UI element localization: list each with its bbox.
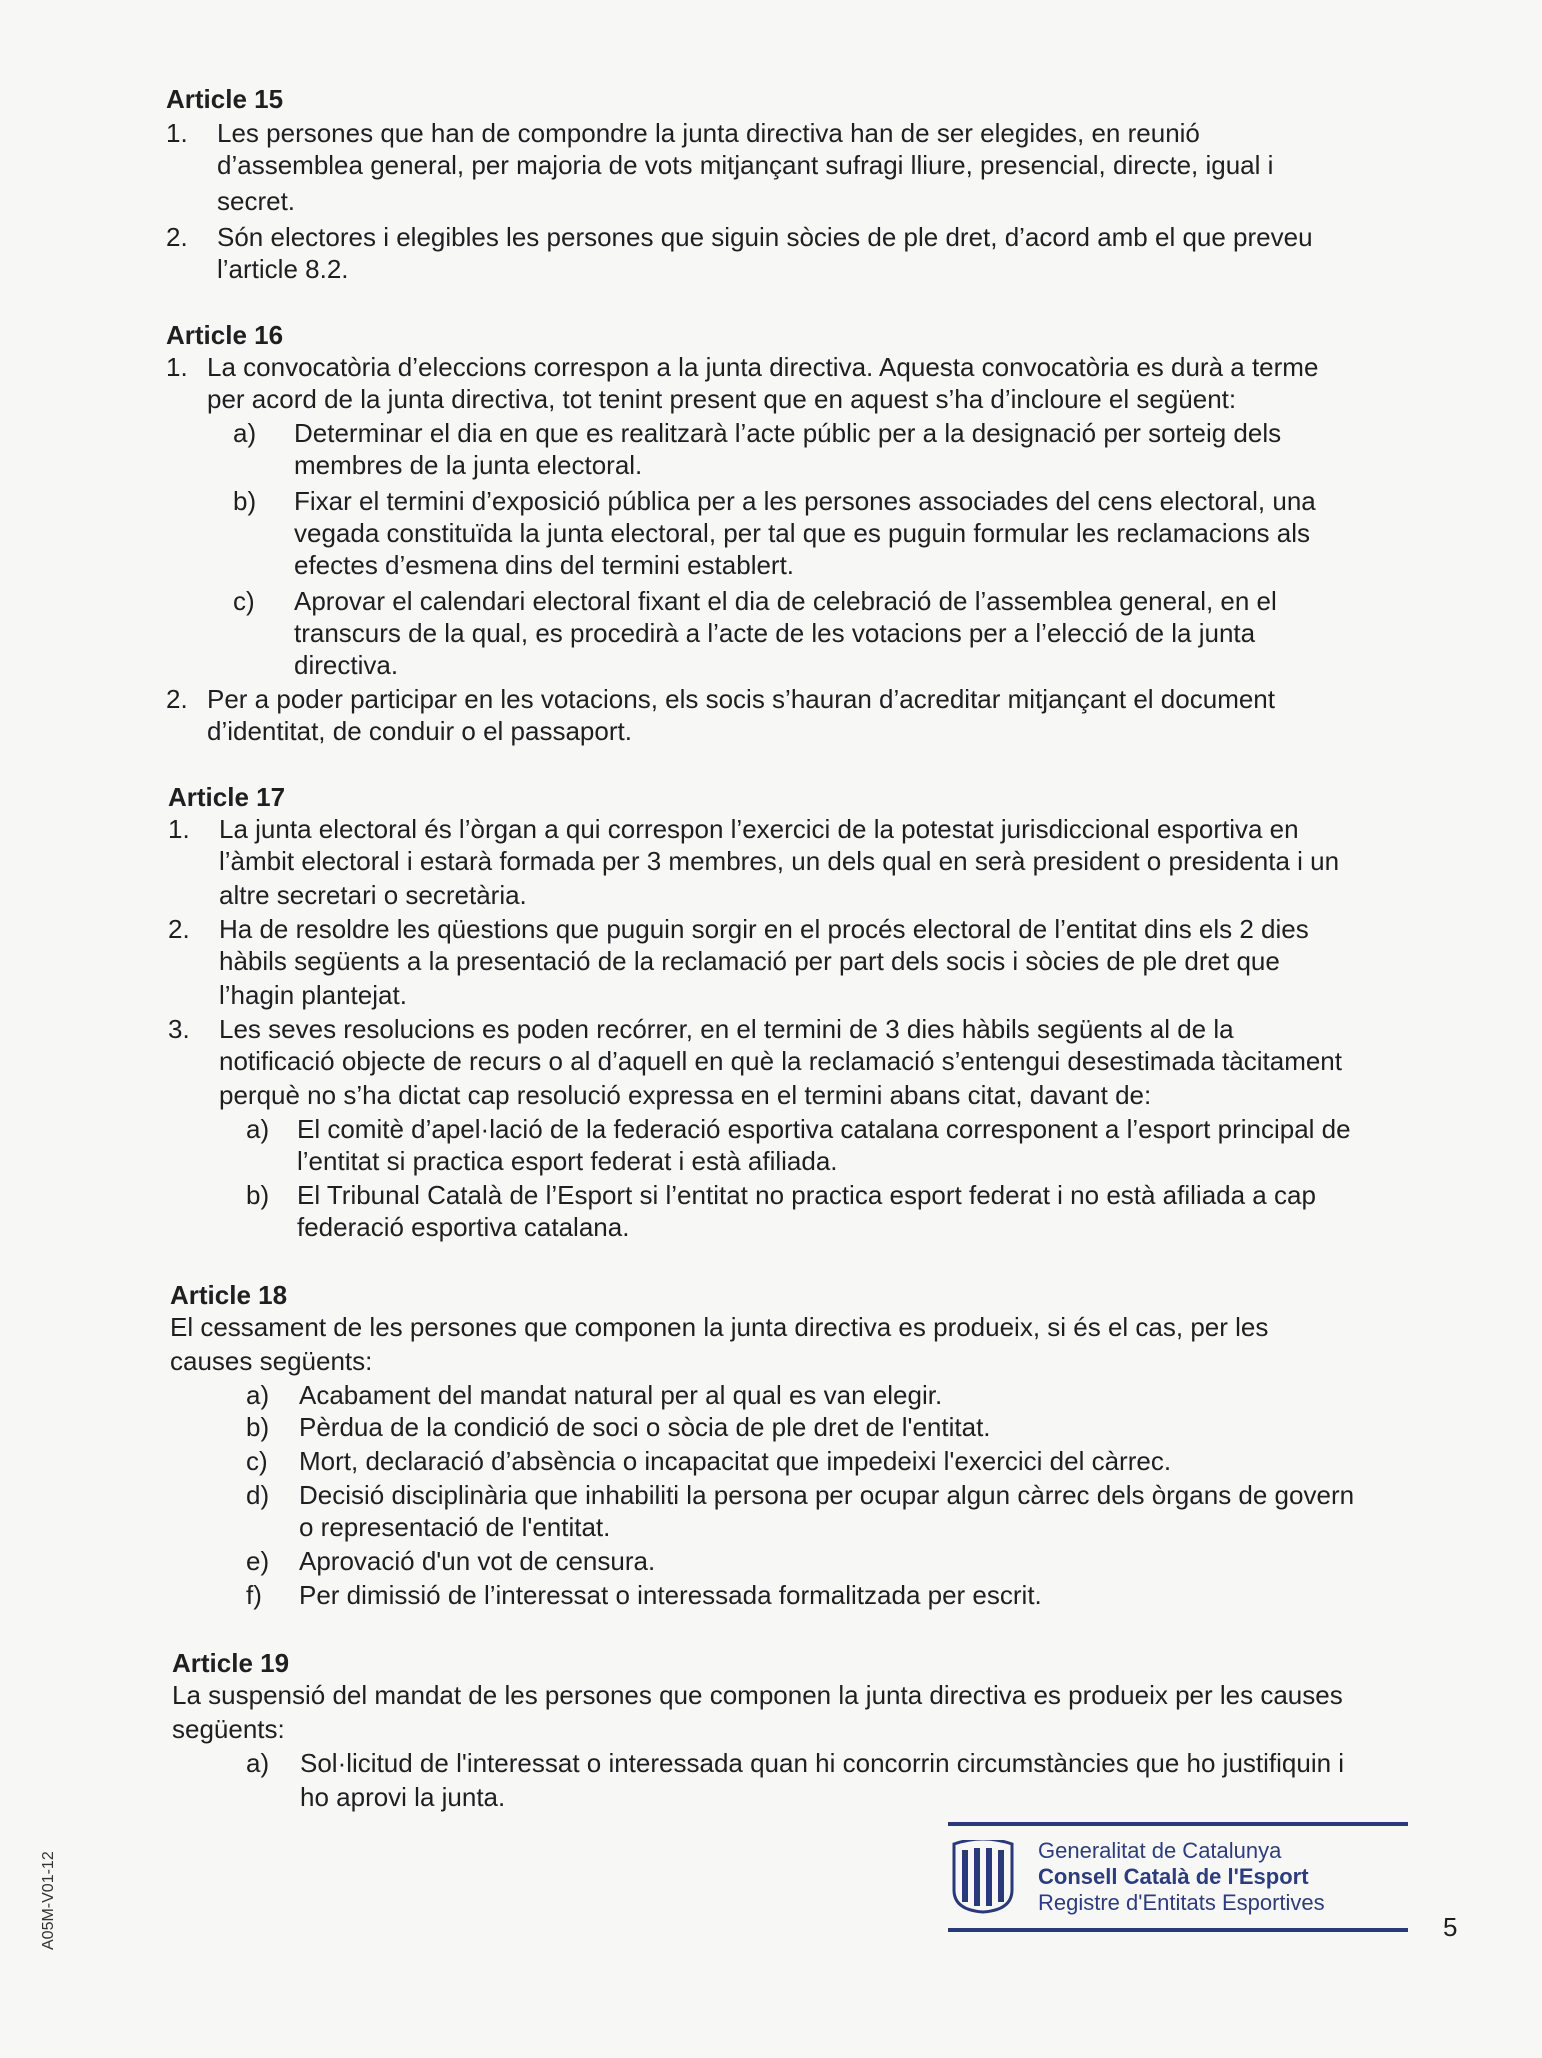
item-marker: 1.	[168, 814, 190, 844]
item-text-line: federació esportiva catalana.	[297, 1212, 630, 1242]
item-text-line: El Tribunal Català de l’Esport si l’entitat no practica esport federat i no està afiliada a cap	[297, 1180, 1316, 1210]
item-marker: a)	[246, 1114, 270, 1144]
item-text-line: El comitè d’apel·lació de la federació esportiva catalana corresponent a l’esport principal de	[297, 1114, 1351, 1144]
article-16-title: Article 16	[166, 320, 284, 350]
item-marker: 1.	[166, 118, 188, 148]
item-marker: 3.	[168, 1014, 190, 1044]
generalitat-logo-icon	[950, 1840, 1016, 1914]
stamp-rule	[948, 1822, 1408, 1826]
item-text-line: l’article 8.2.	[217, 254, 349, 284]
item-text-line: Aprovació d'un vot de censura.	[299, 1546, 656, 1576]
item-marker: b)	[246, 1180, 270, 1210]
item-marker: a)	[246, 1748, 270, 1778]
item-marker: 1.	[166, 352, 188, 382]
item-text-line: secret.	[217, 186, 296, 216]
stamp-line-1: Generalitat de Catalunya	[1038, 1838, 1282, 1863]
item-text-line: ho aprovi la junta.	[300, 1782, 506, 1812]
intro-text-line: causes següents:	[170, 1346, 373, 1376]
item-marker: d)	[246, 1480, 270, 1510]
item-text-line: Aprovar el calendari electoral fixant el dia de celebració de l’assemblea general, en el	[294, 586, 1277, 616]
article-15-title: Article 15	[166, 84, 284, 114]
item-marker: 2.	[168, 914, 190, 944]
intro-text-line: La suspensió del mandat de les persones que componen la junta directiva es produeix per les causes	[172, 1680, 1343, 1710]
item-text-line: hàbils següents a la presentació de la reclamació per part dels socis i sòcies de ple dret que	[219, 946, 1280, 976]
item-text-line: l’entitat si practica esport federat i està afiliada.	[297, 1146, 838, 1176]
article-17-title: Article 17	[168, 782, 286, 812]
item-text-line: Fixar el termini d’exposició pública per a les persones associades del cens electoral, una	[294, 486, 1316, 516]
item-text-line: notificació objecte de recurs o al d’aquell en què la reclamació s’entengui desestimada tàcitament	[219, 1046, 1342, 1076]
item-marker: c)	[246, 1446, 268, 1476]
item-text-line: La convocatòria d’eleccions correspon a la junta directiva. Aquesta convocatòria es durà a terme	[207, 352, 1319, 382]
item-text-line: efectes d’esmena dins del termini establert.	[294, 550, 795, 580]
item-text-line: membres de la junta electoral.	[294, 450, 643, 480]
item-text-line: l’hagin plantejat.	[219, 980, 407, 1010]
item-text-line: l’àmbit electoral i estarà formada per 3 membres, un dels qual en serà president o presidenta i un	[219, 846, 1340, 876]
item-text-line: o representació de l'entitat.	[299, 1512, 611, 1542]
page-number: 5	[1443, 1912, 1458, 1942]
item-text-line: Decisió disciplinària que inhabiliti la persona per ocupar algun càrrec dels òrgans de govern	[299, 1480, 1355, 1510]
intro-text-line: El cessament de les persones que componen la junta directiva es produeix, si és el cas, per les	[170, 1312, 1269, 1342]
item-text-line: Ha de resoldre les qüestions que puguin sorgir en el procés electoral de l’entitat dins els 2 dies	[219, 914, 1309, 944]
item-text-line: Acabament del mandat natural per al qual es van elegir.	[299, 1380, 943, 1410]
stamp-line-2: Consell Català de l'Esport	[1038, 1864, 1309, 1889]
item-text-line: La junta electoral és l’òrgan a qui correspon l’exercici de la potestat jurisdiccional esportiva en	[219, 814, 1299, 844]
registry-stamp	[948, 1822, 1408, 1934]
item-text-line: Són electores i elegibles les persones que siguin sòcies de ple dret, d’acord amb el que preveu	[217, 222, 1313, 252]
item-text-line: Per dimissió de l’interessat o interessada formalitzada per escrit.	[299, 1580, 1042, 1610]
item-text-line: Mort, declaració d’absència o incapacitat que impedeixi l'exercici del càrrec.	[299, 1446, 1172, 1476]
item-text-line: per acord de la junta directiva, tot tenint present que en aquest s’ha d’incloure el següent:	[207, 384, 1237, 414]
item-text-line: Les persones que han de compondre la junta directiva han de ser elegides, en reunió	[217, 118, 1200, 148]
article-18-title: Article 18	[170, 1280, 288, 1310]
stamp-line-3: Registre d'Entitats Esportives	[1038, 1890, 1325, 1915]
item-marker: a)	[233, 418, 257, 448]
item-marker: a)	[246, 1380, 270, 1410]
item-text-line: d’identitat, de conduir o el passaport.	[207, 716, 632, 746]
item-marker: f)	[246, 1580, 262, 1610]
item-text-line: vegada constituïda la junta electoral, per tal que es puguin formular les reclamacions als	[294, 518, 1311, 548]
item-text-line: transcurs de la qual, es procedirà a l’acte de les votacions per a l’elecció de la junta	[294, 618, 1256, 648]
item-text-line: perquè no s’ha dictat cap resolució expressa en el termini abans citat, davant de:	[219, 1080, 1152, 1110]
item-marker: e)	[246, 1546, 270, 1576]
item-text-line: Determinar el dia en que es realitzarà l’acte públic per a la designació per sorteig dels	[294, 418, 1282, 448]
item-text-line: d’assemblea general, per majoria de vots mitjançant sufragi lliure, presencial, directe, igual i	[217, 150, 1274, 180]
stamp-rule	[948, 1928, 1408, 1932]
item-text-line: altre secretari o secretària.	[219, 880, 527, 910]
item-text-line: Sol·licitud de l'interessat o interessada quan hi concorrin circumstàncies que ho justifiquin i	[300, 1748, 1345, 1778]
item-text-line: Per a poder participar en les votacions, els socis s’hauran d’acreditar mitjançant el document	[207, 684, 1275, 714]
item-text-line: directiva.	[294, 650, 399, 680]
item-marker: c)	[233, 586, 255, 616]
item-marker: b)	[233, 486, 257, 516]
article-19-title: Article 19	[172, 1648, 290, 1678]
intro-text-line: següents:	[172, 1714, 285, 1744]
item-text-line: Pèrdua de la condició de soci o sòcia de ple dret de l'entitat.	[299, 1412, 991, 1442]
item-text-line: Les seves resolucions es poden recórrer, en el termini de 3 dies hàbils següents al de la	[219, 1014, 1234, 1044]
item-marker: b)	[246, 1412, 270, 1442]
item-marker: 2.	[166, 222, 188, 252]
form-code: A05M-V01-12	[40, 1851, 57, 1950]
item-marker: 2.	[166, 684, 188, 714]
